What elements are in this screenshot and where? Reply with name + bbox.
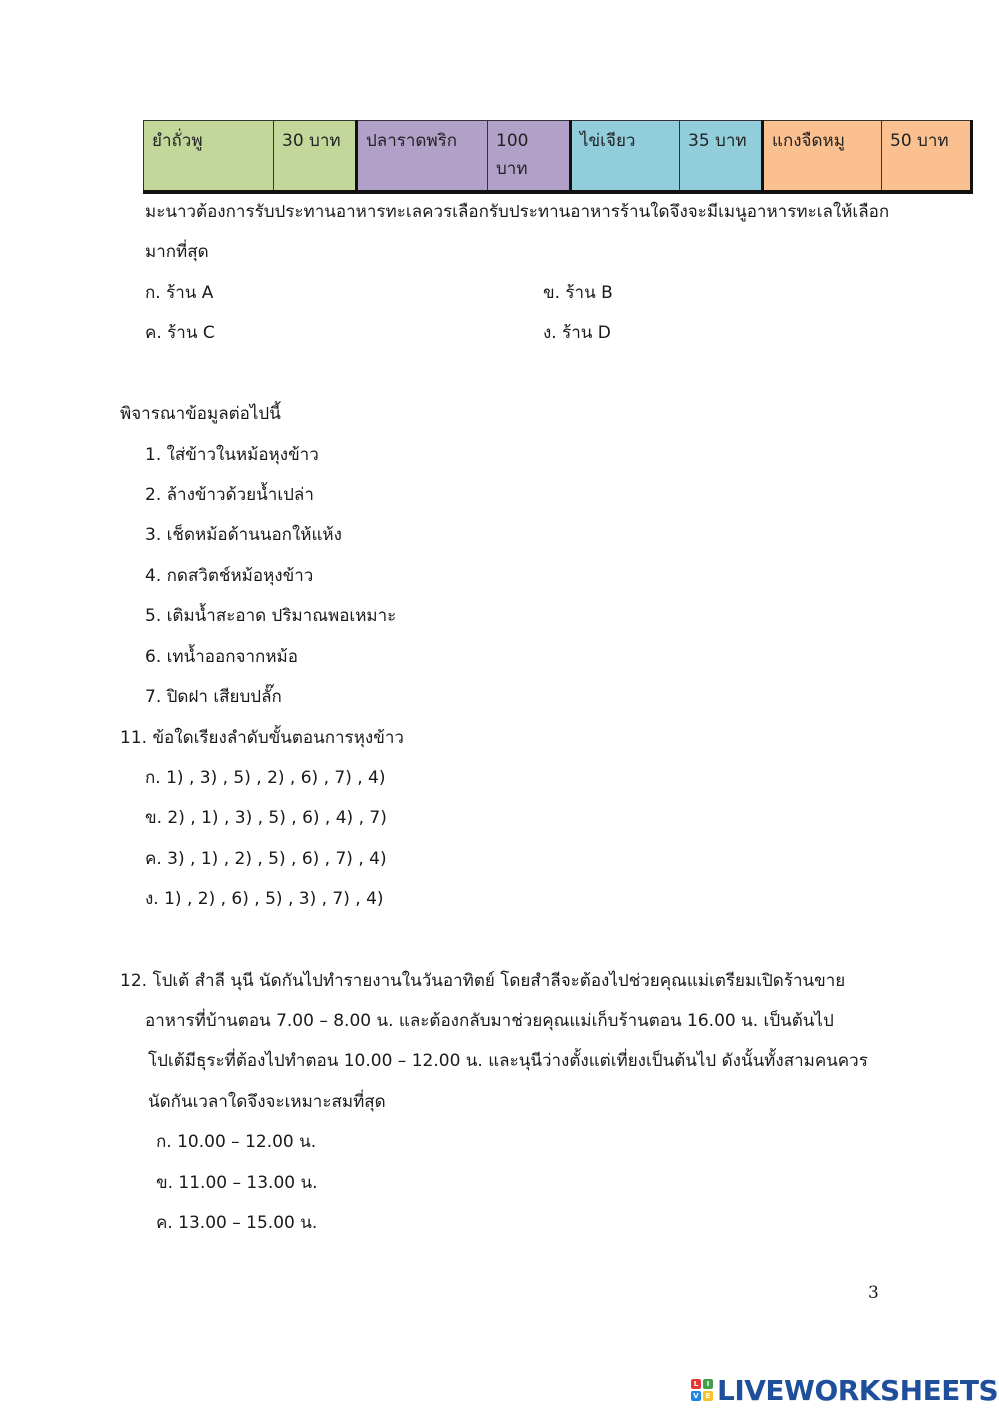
step-item: 2. ล้างข้าวด้วยน้ำเปล่า <box>145 485 314 505</box>
step-item: 4. กดสวิตช์หม้อหุงข้าว <box>145 566 314 586</box>
q11-choice-c: ค. 3) , 1) , 2) , 5) , 6) , 7) , 4) <box>145 849 387 869</box>
step-item: 1. ใส่ข้าวในหม้อหุงข้าว <box>145 445 319 465</box>
q10-choice-b: ข. ร้าน B <box>543 283 613 303</box>
page-number: 3 <box>868 1283 879 1303</box>
menu-table <box>143 120 973 194</box>
dish-cell: แกงจืดหมู <box>763 121 882 193</box>
q11-question: 11. ข้อใดเรียงลำดับขั้นตอนการหุงข้าว <box>120 728 404 748</box>
q10-choice-a: ก. ร้าน A <box>145 283 214 303</box>
step-item: 6. เทน้ำออกจากหม้อ <box>145 647 298 667</box>
step-item: 7. ปิดฝา เสียบปลั๊ก <box>145 687 282 707</box>
logo-text: LIVEWORKSHEETS <box>717 1373 999 1407</box>
table-row <box>144 121 972 193</box>
q10-choice-d: ง. ร้าน D <box>543 323 611 343</box>
q12-choice-c: ค. 13.00 – 15.00 น. <box>156 1213 318 1233</box>
logo-tile: E <box>703 1391 713 1401</box>
q11-choice-b: ข. 2) , 1) , 3) , 5) , 6) , 4) , 7) <box>145 808 387 828</box>
q11-choice-d: ง. 1) , 2) , 6) , 5) , 3) , 7) , 4) <box>145 889 384 909</box>
logo-tile: L <box>691 1379 701 1389</box>
q10-text: มะนาวต้องการรับประทานอาหารทะเลควรเลือกรับประทานอาหารร้านใดจึงจะมีเมนูอาหารทะเลให้เลือก <box>145 202 890 222</box>
price-cell: 30 บาท <box>274 121 357 193</box>
q12-text: 12. โปเต้ สำลี นุนี นัดกันไปทำรายงานในวันอาทิตย์ โดยสำลีจะต้องไปช่วยคุณแม่เตรียมเปิดร้านขาย <box>120 971 846 991</box>
price-cell: 50 บาท <box>882 121 972 193</box>
logo-tile: I <box>703 1379 713 1389</box>
q11-choice-a: ก. 1) , 3) , 5) , 2) , 6) , 7) , 4) <box>145 768 386 788</box>
price-cell: 100 บาท <box>488 121 571 193</box>
dish-cell: ไข่เจียว <box>571 121 680 193</box>
q12-text: นัดกันเวลาใดจึงจะเหมาะสมที่สุด <box>148 1092 386 1112</box>
q12-choice-b: ข. 11.00 – 13.00 น. <box>156 1173 318 1193</box>
liveworksheets-logo <box>691 1374 998 1406</box>
q12-text: โปเต้มีธุระที่ต้องไปทำตอน 10.00 – 12.00 น. และนุนีว่างตั้งแต่เที่ยงเป็นต้นไป ดังนั้นทั้งสามคนควร <box>148 1051 868 1071</box>
q12-choice-a: ก. 10.00 – 12.00 น. <box>156 1132 317 1152</box>
dish-cell: ปลาราดพริก <box>357 121 488 193</box>
info-heading: พิจารณาข้อมูลต่อไปนี้ <box>120 404 281 424</box>
step-item: 5. เติมน้ำสะอาด ปริมาณพอเหมาะ <box>145 606 397 626</box>
q10-text: มากที่สุด <box>145 242 209 262</box>
step-item: 3. เช็ดหม้อด้านนอกให้แห้ง <box>145 525 342 545</box>
price-cell: 35 บาท <box>680 121 763 193</box>
logo-icon <box>691 1379 713 1401</box>
q10-choice-c: ค. ร้าน C <box>145 323 215 343</box>
dish-cell: ยำถั่วพู <box>144 121 274 193</box>
logo-tile: V <box>691 1391 701 1401</box>
q12-text: อาหารที่บ้านตอน 7.00 – 8.00 น. และต้องกลับมาช่วยคุณแม่เก็บร้านตอน 16.00 น. เป็นต้นไป <box>145 1011 834 1031</box>
